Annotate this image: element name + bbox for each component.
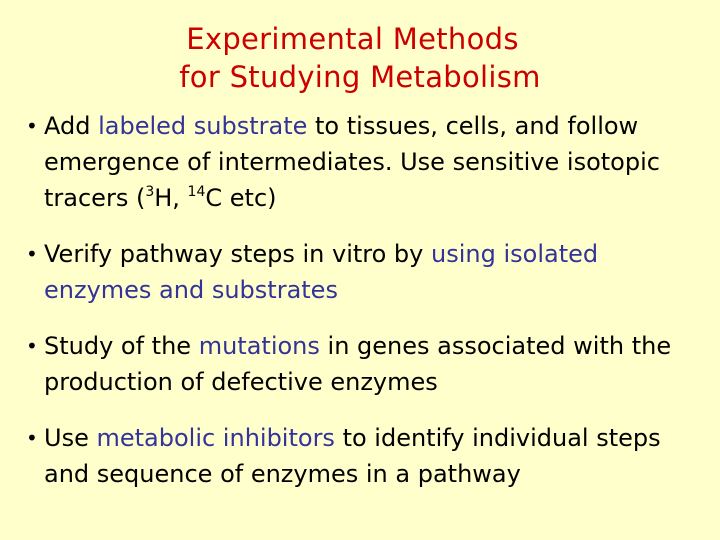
bullet-text-pre: Study of the — [44, 332, 199, 360]
bullet-highlight: labeled substrate — [98, 112, 308, 140]
bullet-text-post: in genes associated with the production of defective enzymes — [44, 332, 672, 396]
bullet-highlight: metabolic inhibitors — [96, 424, 335, 452]
bullet-text-pre: Use — [44, 424, 97, 452]
bullet-highlight: using isolated enzymes and substrates — [44, 240, 599, 304]
bullet-dot-icon: • — [26, 426, 38, 450]
bullet-highlight: mutations — [198, 332, 320, 360]
bullet-text-pre: Add — [44, 112, 99, 140]
bullet-list — [26, 108, 706, 512]
bullet-dot-icon: • — [26, 242, 38, 266]
slide-title-line-2: for Studying Metabolism — [179, 60, 541, 94]
slide-title-line-1: Experimental Methods — [186, 22, 519, 56]
bullet-text-mid1: H, — [154, 184, 188, 212]
bullet-item-mutations — [26, 328, 706, 400]
bullet-dot-icon: • — [26, 114, 38, 138]
bullet-item-isolated-enzymes — [26, 236, 706, 308]
bullet-text-post: to identify individual steps and sequence of enzymes in a pathway — [44, 424, 661, 488]
isotope-superscript-3: 3 — [145, 184, 155, 200]
bullet-text-pre: Verify pathway steps in vitro by — [44, 240, 431, 268]
bullet-text-post: to tissues, cells, and follow emergence of intermediates. Use sensitive isotopic tracers ( — [44, 112, 660, 212]
bullet-item-labeled-substrate — [26, 108, 706, 216]
bullet-text-mid2: C etc) — [205, 184, 277, 212]
bullet-item-metabolic-inhibitors — [26, 420, 706, 492]
slide-title — [0, 20, 720, 96]
bullet-dot-icon: • — [26, 334, 38, 358]
isotope-superscript-14: 14 — [187, 184, 206, 200]
